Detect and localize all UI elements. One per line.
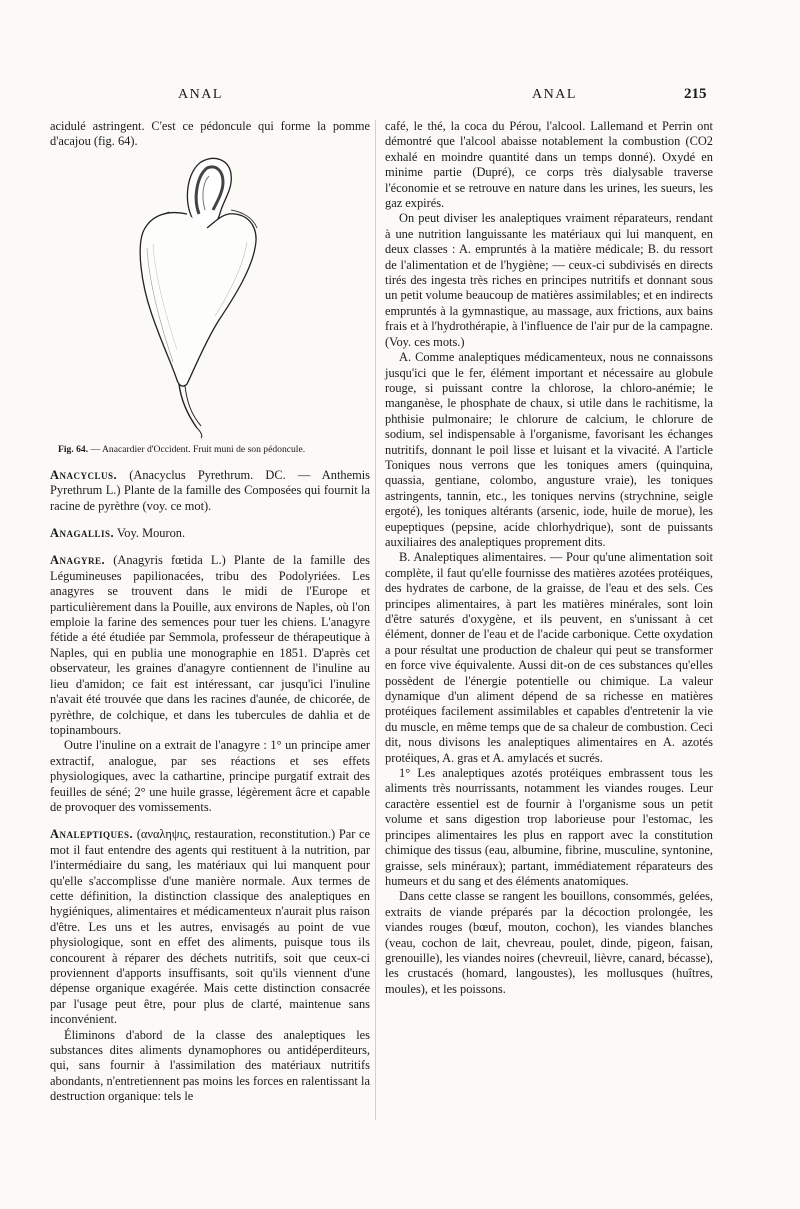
figure-caption-text: — Anacardier d'Occident. Fruit muni de son pédoncule. [88,443,306,455]
entry-text-analeptiques: (αναληψις, restauration, reconstitution.) Par ce mot il faut entendre des agents qui restituent à la nutrition, par l'intermédiaire du sang, les matériaux qui lui manquent pour qu'elle s'accomplisse d'une manière normale. Aux termes de cette définition, la distinction classique des analeptiques en hygiéniques, alimentaires et médicamenteux n'aurait plus raison d'être. Les uns et les autres, envisagés au point de vue physiologique, sont en effet des aliments, puisque tous ils concourent à réparer des déchets nutritifs, soit que ceux-ci proviennent d'apports insuffisants, soit qu'ils viennent d'une dépense organique exagérée. Mais cette distinction consacrée par l'usage peut être, pour plus de clarté, maintenue sans inconvénient. [50,827,370,1027]
figure-caption-label: Fig. 64. [58,443,89,455]
right-paragraph-1: café, le thé, la coca du Pérou, l'alcool. Lallemand et Perrin ont démontré que l'alcool abaisse notablement la combustion (CO2 exhalé en moindre quantité dans un temps donné). Oxydé en minime partie (Dupré), ce corps très dialysable traverse l'économie et se retrouve en nature dans les urines, les sueurs, les gaz expirés. [385,119,713,211]
analeptiques-paragraph-2: Éliminons d'abord de la classe des analeptiques les substances dites aliments dynamophores ou antidéperditeurs, qui, sans fournir à l'assimilation des matériaux nutritifs abondants, n'entretiennent pas moins les forces en ralentissant la destruction organique: tels le [50,1027,370,1104]
cashew-fruit-illustration [135,152,285,440]
right-paragraph-6: Dans cette classe se rangent les bouillons, consommés, gelées, extraits de viande préparés par la décoction prolongée, les viandes rouges (bœuf, mouton, cochon), les viandes blanches (veau, cochon de lait, chevreau, poulet, dinde, pigeon, faisan, grenouille), les viandes noires (chevreuil, lièvre, canard, bécasse), les crustacés (homard, langoustes), les mollusques (huîtres, moules), et les poissons. [385,889,713,996]
entry-anagallis [50,526,370,541]
entry-head-anagallis: Anagallis. [50,526,115,541]
right-paragraph-3: A. Comme analeptiques médicamenteux, nous ne connaissons jusqu'ici que le fer, élément important et nécessaire au globule rouge, si puissant contre la chlorose, la chloro-anémie; le manganèse, le phosphate de chaux, si utile dans le rachitisme, la phthisie pulmonaire; le chlorure de calcium, le chlorure de sodium, sel indispensable à l'organisme, favorisant les échanges nutritifs, donnant le poil lisse et luisant et la vivacité. A l'article Toniques nous verrons que les toniques amers (quinquina, quassia, gentiane, colombo, angusture vraie), les toniques astringents, tannin, etc., les toniques nervins (strychnine, seigle ergoté), les toniques altérants (arsenic, iode, huile de morue), les eupeptiques (pepsine, acide chlorhydrique), sont de puissants auxiliaires des analeptiques proprement dits. [385,350,713,549]
entry-head-analeptiques: Analeptiques. [50,827,134,842]
entry-text-anagallis: Voy. Mouron. [114,526,186,541]
figure-caption [58,444,370,456]
figure-64 [50,152,370,440]
entry-head-anacyclus: Anacyclus. [50,467,118,482]
entry-anagyre [50,553,370,738]
right-paragraph-5: 1° Les analeptiques azotés protéiques embrassent tous les aliments très nourrissants, notamment les viandes rouges. Leur caractère essentiel est de fournir à l'organisme sous un petit volume et sans digestion trop laborieuse pour l'estomac, les principes alimentaires les plus en rapport avec la constitution chimique des tissus (eau, albumine, fibrine, musculine, syntonine, graisse, sels minéraux); partant, immédiatement réparateurs des humeurs et du sang et des éléments anatomiques. [385,766,713,888]
intro-paragraph: acidulé astringent. C'est ce pédoncule qui forme la pomme d'acajou (fig. 64). [50,119,370,149]
right-paragraph-2: On peut diviser les analeptiques vraiment réparateurs, rendant à une nutrition languissante les matériaux qui lui manquent, en deux classes : A. empruntés à la matière médicale; B. du ressort de l'alimentation et de l'hygiène; — ceux-ci subdivisés en directs tirés des ingesta très riches en principes nutritifs et donnant sous un petit volume beaucoup de matières assimilables; et en indirects empruntés à la gymnastique, au massage, aux frictions, aux bains frais et à l'hydrothérapie, à l'influence de l'air pur de la campagne. (Voy. ces mots.) [385,211,713,349]
anagyre-paragraph-2: Outre l'inuline on a extrait de l'anagyre : 1° un principe amer extractif, analogue, par ses réactions et ses effets physiologiques, avec la cathartine, principe purgatif extrait des feuilles de séné; 2° une huile grasse, légèrement âcre et capable de provoquer des vomissements. [50,738,370,814]
page-number: 215 [684,86,707,102]
entry-text-anacyclus: (Anacyclus Pyrethrum. DC. — Anthemis Pyrethrum L.) Plante de la famille des Composées qui fournit la racine de pyrèthre (voy. ce mot). [50,467,370,513]
running-head-left: ANAL [178,87,223,102]
column-divider [375,120,376,1120]
entry-analeptiques [50,827,370,1027]
running-head-right: ANAL [532,87,577,102]
entry-anacyclus [50,468,370,514]
right-paragraph-4: B. Analeptiques alimentaires. — Pour qu'une alimentation soit complète, il faut qu'elle fournisse des matières azotées protéiques, des hydrates de carbone, de la graisse, de l'eau et des sels. Ces principes alimentaires, à part les matières minérales, sont loin d'être saturés d'oxygène, et ils peuvent, en s'unissant à cet élément, donner de l'eau et de l'acide carbonique. Cette oxydation a pour résultat une production de chaleur qui peut se transformer en force vive équivalente. Aussi dit-on de ces substances qu'elles possèdent de l'énergie potentielle ou chimique. La valeur dynamique d'un aliment dépend de sa richesse en matières protéiques facilement assimilables et capables d'entretenir la vie du muscle, en même temps que de sa chaleur de combustion. Ceci dit, nous divisons les analeptiques alimentaires en A. azotés protéiques, A. gras et A. amylacés et sucrés. [385,550,713,765]
right-column [385,119,713,997]
entry-text-anagyre: (Anagyris fœtida L.) Plante de la famille des Légumineuses papilionacées, tribu des Podolyriées. Les anagyres se trouvent dans le midi de l'Europe et particulièrement dans la Pouille, aux environs de Naples, où l'on emploie la farine des semences pour tuer les chiens. L'anagyre fétide a été étudiée par Semmola, professeur de thérapeutique à Naples, qui en publia une monographie en 1851. D'après cet observateur, les graines d'anagyre contiennent de l'inuline au lieu d'amidon; ce fait est intéressant, car jusqu'ici l'inuline n'avait été trouvée que dans les racines d'aunée, de chicorée, de pyrèthre, de colchique, et dans les tubercules de dahlia et de topinambours. [50,553,370,737]
entry-head-anagyre: Anagyre. [50,553,106,568]
left-column [50,119,370,1105]
